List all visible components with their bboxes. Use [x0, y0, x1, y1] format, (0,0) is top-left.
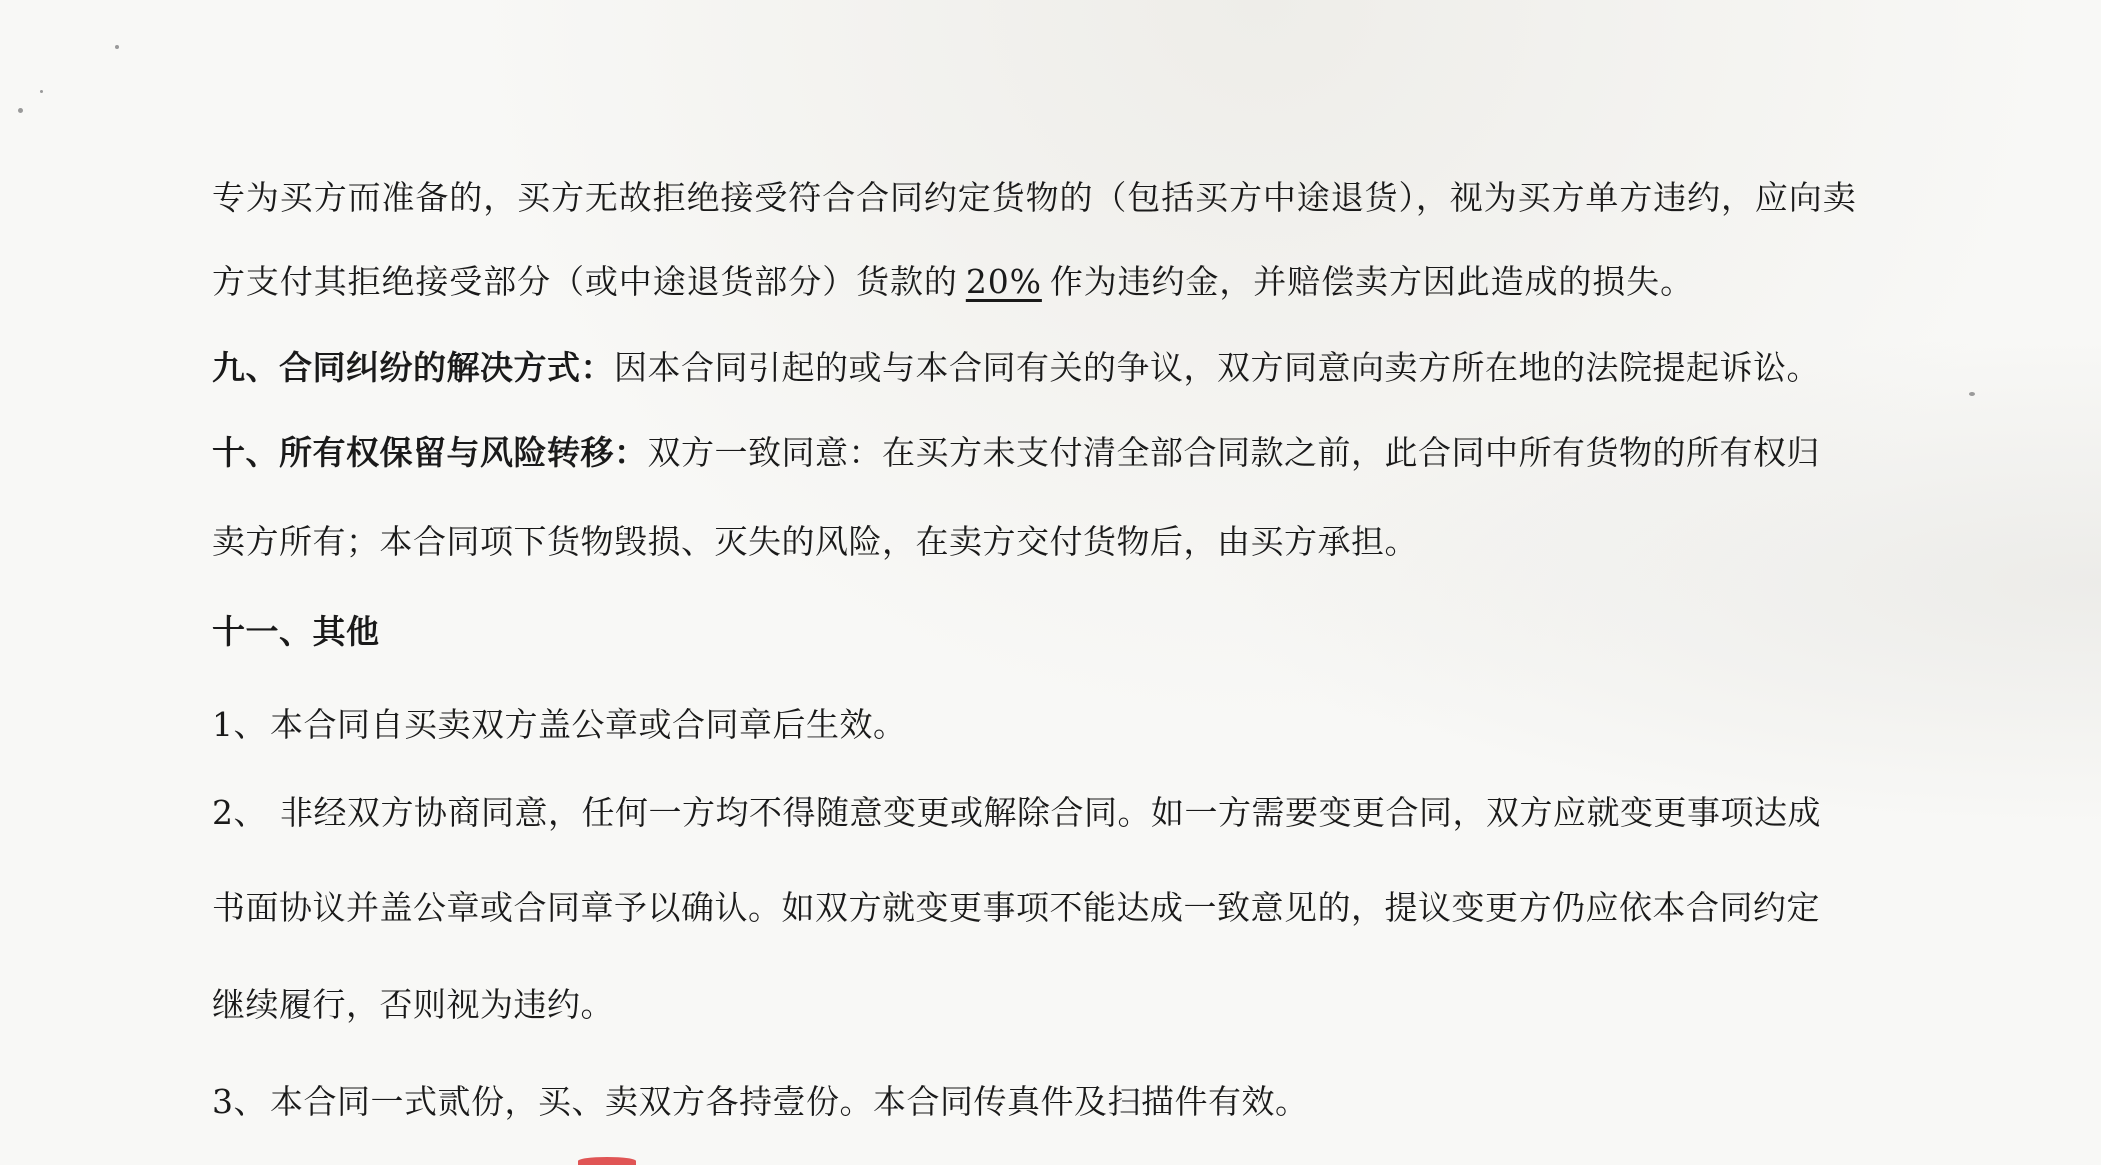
line-text: 卖方所有；本合同项下货物毁损、灭失的风险，在卖方交付货物后，由买方承担。 — [212, 522, 1418, 561]
item-two — [212, 793, 1821, 833]
clause-ten — [212, 433, 1820, 473]
contract-line-5 — [212, 522, 1418, 562]
clause-eleven — [212, 612, 380, 652]
scan-speck — [18, 108, 23, 113]
line-text: 作为违约金，并赔偿卖方因此造成的损失。 — [1049, 262, 1694, 301]
contract-line-1 — [212, 178, 1857, 218]
contract-line-9 — [212, 888, 1820, 928]
scan-speck — [1969, 392, 1975, 396]
item-number: 2、 — [212, 793, 267, 832]
item-one — [212, 705, 907, 745]
line-text: 继续履行，否则视为违约。 — [212, 985, 614, 1024]
scan-speck — [115, 45, 119, 49]
clause-heading: 十、所有权保留与风险转移： — [212, 433, 648, 472]
item-text: 本合同自买卖双方盖公章或合同章后生效。 — [270, 705, 907, 744]
contract-line-10 — [212, 985, 614, 1025]
item-number: 1、 — [212, 705, 267, 744]
line-text: 书面协议并盖公章或合同章予以确认。如双方就变更事项不能达成一致意见的，提议变更方仍应依本合同约定 — [212, 888, 1820, 927]
contract-line-2 — [212, 262, 1694, 302]
red-seal-edge — [578, 1157, 636, 1165]
clause-heading: 十一、其他 — [212, 612, 380, 651]
item-three — [212, 1082, 1309, 1122]
penalty-rate-blank: 20% — [965, 262, 1042, 301]
clause-text: 因本合同引起的或与本合同有关的争议，双方同意向卖方所在地的法院提起诉讼。 — [614, 348, 1820, 387]
item-number: 3、 — [212, 1082, 267, 1121]
line-text: 专为买方而准备的，买方无故拒绝接受符合合同约定货物的（包括买方中途退货），视为买方单方违约，应向卖 — [212, 178, 1857, 217]
item-text: 本合同一式贰份，买、卖双方各持壹份。本合同传真件及扫描件有效。 — [270, 1082, 1309, 1121]
clause-text: 双方一致同意：在买方未支付清全部合同款之前，此合同中所有货物的所有权归 — [647, 433, 1820, 472]
clause-heading: 九、合同纠纷的解决方式： — [212, 348, 614, 387]
scan-speck — [40, 90, 43, 93]
clause-nine — [212, 348, 1820, 388]
line-text: 方支付其拒绝接受部分（或中途退货部分）货款的 — [212, 262, 958, 301]
item-text: 非经双方协商同意，任何一方均不得随意变更或解除合同。如一方需要变更合同，双方应就变更事项达成 — [280, 793, 1821, 832]
